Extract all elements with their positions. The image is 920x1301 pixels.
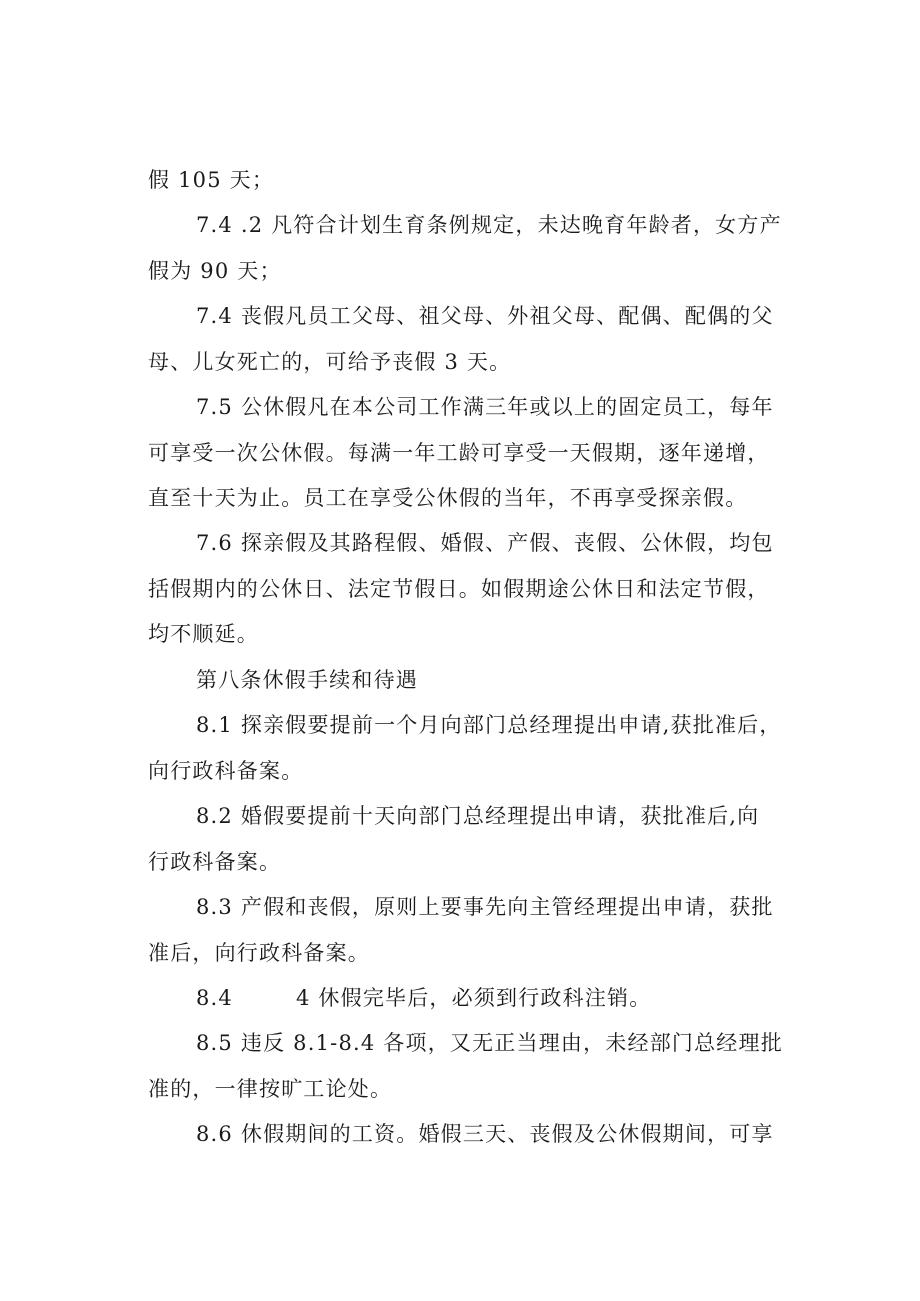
text-line: 7.4 .2 凡符合计划生育条例规定，未达晚育年龄者，女方产 [196,213,782,237]
paragraph-8-5 [148,1021,808,1112]
paragraph-7-6 [148,521,808,658]
text-line: 母、儿女死亡的，可给予丧假 3 天。 [148,349,512,374]
paragraph-8-2 [148,794,808,885]
text-line: 7.4 丧假凡员工父母、祖父母、外祖父母、配偶、配偶的父 [196,304,774,328]
text-line: 直至十天为止。员工在享受公休假的当年，不再享受探亲假。 [148,486,748,510]
text-line: 向行政科备案。 [148,758,304,783]
text-line: 可享受一次公休假。每满一年工龄可享受一天假期，逐年递增， [148,440,770,465]
paragraph-8-1 [148,703,808,794]
text-line: 均不顺延。 [148,622,259,646]
text-line: 8.2 婚假要提前十天向部门总经理提出申请，获批准后,向 [196,804,760,828]
text-line: 括假期内的公休日、法定节假日。如假期途公休日和法定节假， [148,576,770,601]
text-line: 8.6 休假期间的工资。婚假三天、丧假及公休假期间，可享 [196,1122,774,1146]
text-line: 假 105 天； [148,168,275,192]
paragraph-7-4-2 [148,203,808,294]
paragraph-7-4-1-tail [148,158,808,204]
paragraph-8-3 [148,885,808,976]
text-line: 准的，一律按旷工论处。 [148,1076,393,1101]
text-line: 准后，向行政科备案。 [148,940,370,965]
section-heading-8 [148,658,808,704]
heading-line: 第八条休假手续和待遇 [196,668,418,692]
paragraph-8-4 [148,976,808,1022]
text-line: 7.6 探亲假及其路程假、婚假、产假、丧假、公休假，均包 [196,531,774,555]
text-line: 行政科备案。 [148,849,282,874]
text-line: 假为 90 天； [148,258,282,283]
text-line: 8.4 4 休假完毕后，必须到行政科注销。 [196,986,652,1010]
text-line: 8.1 探亲假要提前一个月向部门总经理提出申请,获批准后， [196,713,782,737]
text-line: 8.5 违反 8.1-8.4 各项，又无正当理由，未经部门总经理批 [196,1031,783,1055]
paragraph-7-5 [148,385,808,522]
text-line: 8.3 产假和丧假，原则上要事先向主管经理提出申请，获批 [196,895,774,919]
paragraph-7-4-funeral-leave [148,294,808,385]
paragraph-8-6 [148,1112,808,1158]
text-line: 7.5 公休假凡在本公司工作满三年或以上的固定员工，每年 [196,395,774,419]
